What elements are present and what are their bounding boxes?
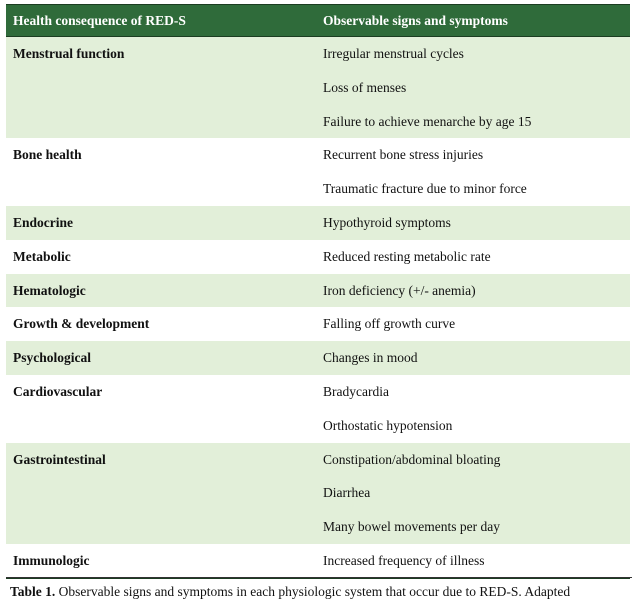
system-cell: Growth & development <box>13 316 150 332</box>
sign-item: Increased frequency of illness <box>323 552 485 568</box>
sign-item: Changes in mood <box>323 350 418 366</box>
signs-cell <box>317 307 630 341</box>
sign-item: Recurrent bone stress injuries <box>323 147 484 163</box>
table-body <box>6 37 630 578</box>
system-cell: Hematologic <box>13 282 86 298</box>
signs-cell <box>317 138 630 206</box>
table-row <box>6 307 630 341</box>
sign-item: Failure to achieve menarche by age 15 <box>323 113 532 129</box>
sign-item: Iron deficiency (+/- anemia) <box>323 282 476 298</box>
table-row <box>6 443 630 544</box>
system-cell: Cardiovascular <box>13 383 103 399</box>
table-header-row <box>6 4 630 37</box>
sign-item: Orthostatic hypotension <box>323 417 453 433</box>
sign-item: Diarrhea <box>323 485 371 501</box>
system-cell: Bone health <box>13 147 82 163</box>
sign-item: Bradycardia <box>323 383 389 399</box>
system-cell: Menstrual function <box>13 46 125 61</box>
table-row <box>6 138 630 206</box>
system-cell: Gastrointestinal <box>13 451 106 467</box>
signs-cell <box>317 206 630 240</box>
table-row <box>6 240 630 274</box>
system-cell: Immunologic <box>13 552 90 568</box>
sign-item: Falling off growth curve <box>323 316 456 332</box>
signs-cell <box>317 274 630 308</box>
sign-item: Loss of menses <box>323 79 407 95</box>
caption-label: Table 1. <box>10 584 56 599</box>
table-row <box>6 37 630 138</box>
system-cell: Metabolic <box>13 248 71 264</box>
table-caption <box>6 577 632 609</box>
sign-item: Irregular menstrual cycles <box>323 46 464 61</box>
table-row <box>6 206 630 240</box>
table-row <box>6 341 630 375</box>
signs-cell <box>317 240 630 274</box>
signs-cell <box>317 37 630 138</box>
table-row <box>6 274 630 308</box>
signs-cell <box>317 375 630 443</box>
table-row <box>6 544 630 578</box>
system-cell: Endocrine <box>13 214 74 230</box>
signs-cell <box>317 443 630 544</box>
caption-text: Observable signs and symptoms in each physiologic system that occur due to RED-S. Adapted <box>55 584 571 599</box>
system-cell: Psychological <box>13 350 91 366</box>
sign-item: Hypothyroid symptoms <box>323 214 451 230</box>
red-s-table <box>6 4 630 579</box>
sign-item: Traumatic fracture due to minor force <box>323 181 527 197</box>
signs-cell <box>317 341 630 375</box>
sign-item: Many bowel movements per day <box>323 519 500 535</box>
column-header-consequence: Health consequence of RED-S <box>13 12 186 28</box>
column-header-signs: Observable signs and symptoms <box>323 12 508 28</box>
sign-item: Constipation/abdominal bloating <box>323 451 501 467</box>
table-row <box>6 375 630 443</box>
signs-cell <box>317 544 630 578</box>
sign-item: Reduced resting metabolic rate <box>323 248 491 264</box>
